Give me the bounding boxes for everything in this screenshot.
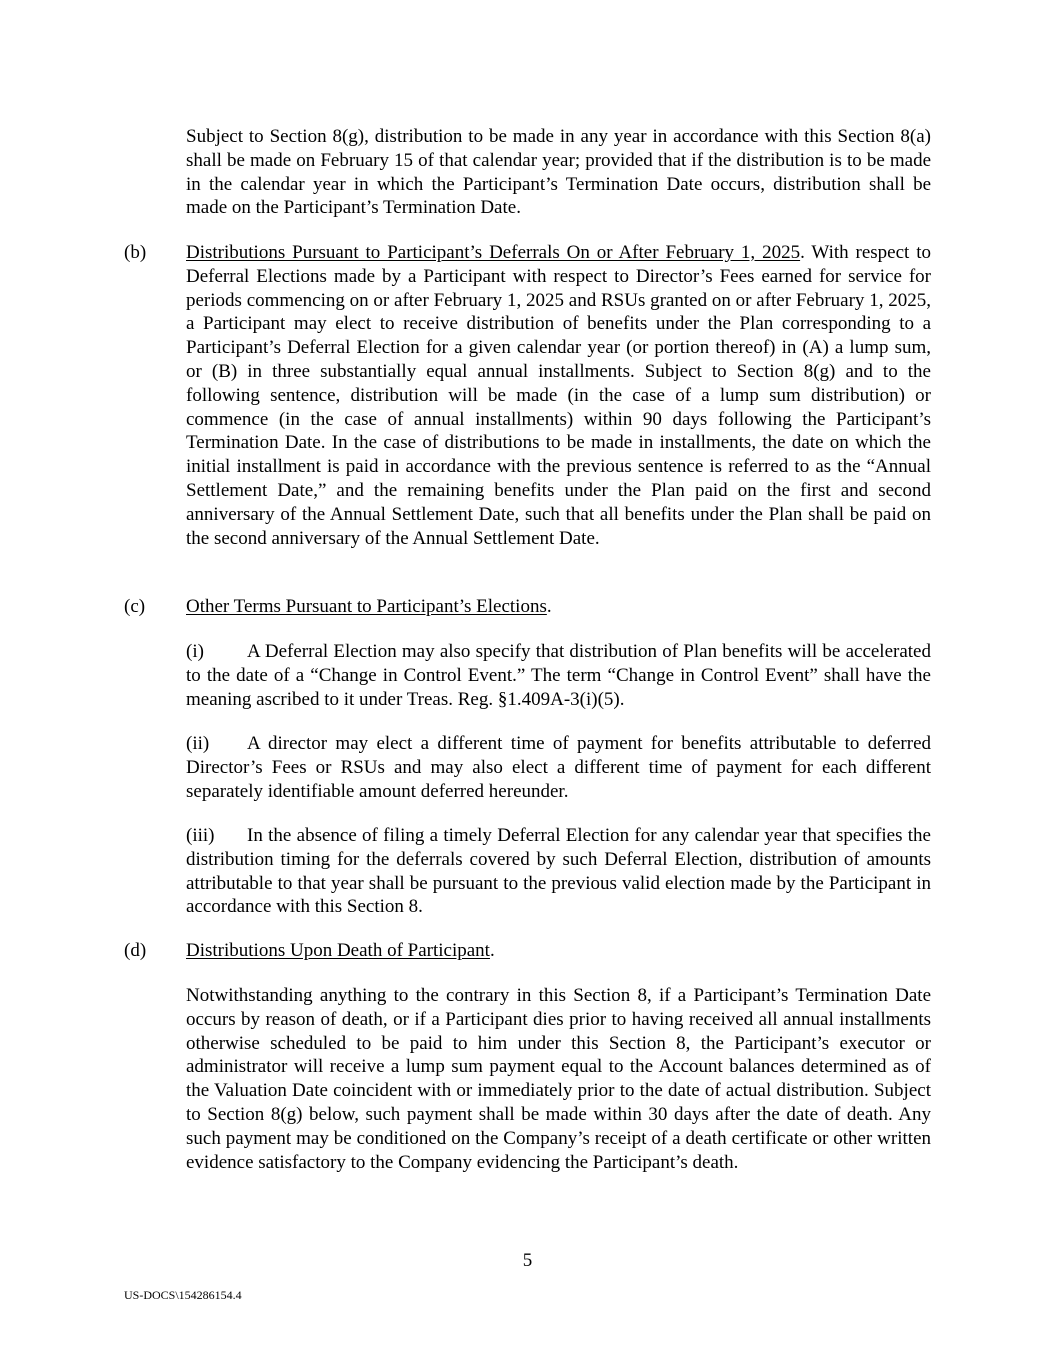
section-b-paragraph xyxy=(186,241,931,550)
section-c-item-ii-number: (ii) xyxy=(186,733,210,754)
section-c-heading-period: . xyxy=(546,596,552,617)
section-c-item-i xyxy=(186,640,931,711)
section-c-item-iii-number: (iii) xyxy=(186,825,215,846)
section-a-continuation: Subject to Section 8(g), distribution to be made in any year in accordance with this Section 8(a) shall be made on February 15 of that calendar year; provided that if the distribution is to be made in the calendar year in which the Participant’s Termination Date occurs, distribution shall be made on the Participant’s Termination Date. xyxy=(186,126,931,219)
section-b-heading: Distributions Pursuant to Participant’s Deferrals On or After February 1, 2025 xyxy=(186,242,801,263)
section-c-label: (c) xyxy=(124,596,146,617)
section-c-item-i-number: (i) xyxy=(186,641,204,662)
section-c-heading: Other Terms Pursuant to Participant’s Elections xyxy=(186,596,547,617)
page-number: 5 xyxy=(522,1250,533,1271)
document-id: US-DOCS\154286154.4 xyxy=(124,1288,242,1302)
section-c-item-ii xyxy=(186,732,931,803)
section-b-label: (b) xyxy=(124,242,147,263)
section-c-heading-line xyxy=(186,595,931,619)
section-c-item-ii-text: A director may elect a different time of payment for benefits attributable to deferred Director’s Fees or RSUs and may also elect a different time of payment for each different separately identifiable amount deferred hereunder. xyxy=(186,733,931,802)
section-c-item-i-text: A Deferral Election may also specify that distribution of Plan benefits will be accelerated to the date of a “Change in Control Event.” The term “Change in Control Event” shall have the meaning ascribed to it under Treas. Reg. §1.409A-3(i)(5). xyxy=(186,641,931,710)
section-d-heading-line xyxy=(186,939,931,963)
section-d-heading: Distributions Upon Death of Participant xyxy=(186,940,490,961)
section-c-item-iii xyxy=(186,824,931,919)
section-c-item-iii-text: In the absence of filing a timely Deferral Election for any calendar year that specifies the distribution timing for the deferrals covered by such Deferral Election, distribution of amounts attributable to that year shall be pursuant to the previous valid election made by the Participant in accordance with this Section 8. xyxy=(186,825,931,918)
section-d-label: (d) xyxy=(124,940,147,961)
section-d-heading-period: . xyxy=(489,940,495,961)
section-b-body: . With respect to Deferral Elections made by a Participant with respect to Director’s Fees earned for service for periods commencing on or after February 1, 2025 and RSUs granted on or after February 1, 2025, a Participant may elect to receive distribution of benefits under the Plan corresponding to a Participant’s Deferral Election for a given calendar year (or portion thereof) in (A) a lump sum, or (B) in three substantially equal annual installments. Subject to Section 8(g) and to the following sentence, distribution will be made (in the case of a lump sum distribution) or commence (in the case of annual installments) within 90 days following the Participant’s Termination Date. In the case of distributions to be made in installments, the date on which the initial installment is paid in accordance with the previous sentence is referred to as the “Annual Settlement Date,” and the remaining benefits under the Plan paid on the first and second anniversary of the Annual Settlement Date, such that all benefits under the Plan shall be paid on the second anniversary of the Annual Settlement Date. xyxy=(186,242,932,549)
section-d-body: Notwithstanding anything to the contrary in this Section 8, if a Participant’s Termination Date occurs by reason of death, or if a Participant dies prior to having received all annual installments otherwise scheduled to be paid to him under this Section 8, the Participant’s executor or administrator will receive a lump sum payment equal to the Account balances determined as of the Valuation Date coincident with or immediately prior to the date of actual distribution. Subject to Section 8(g) below, such payment shall be made within 30 days after the date of death. Any such payment may be conditioned on the Company’s receipt of a death certificate or other written evidence satisfactory to the Company evidencing the Participant’s death. xyxy=(186,985,931,1173)
